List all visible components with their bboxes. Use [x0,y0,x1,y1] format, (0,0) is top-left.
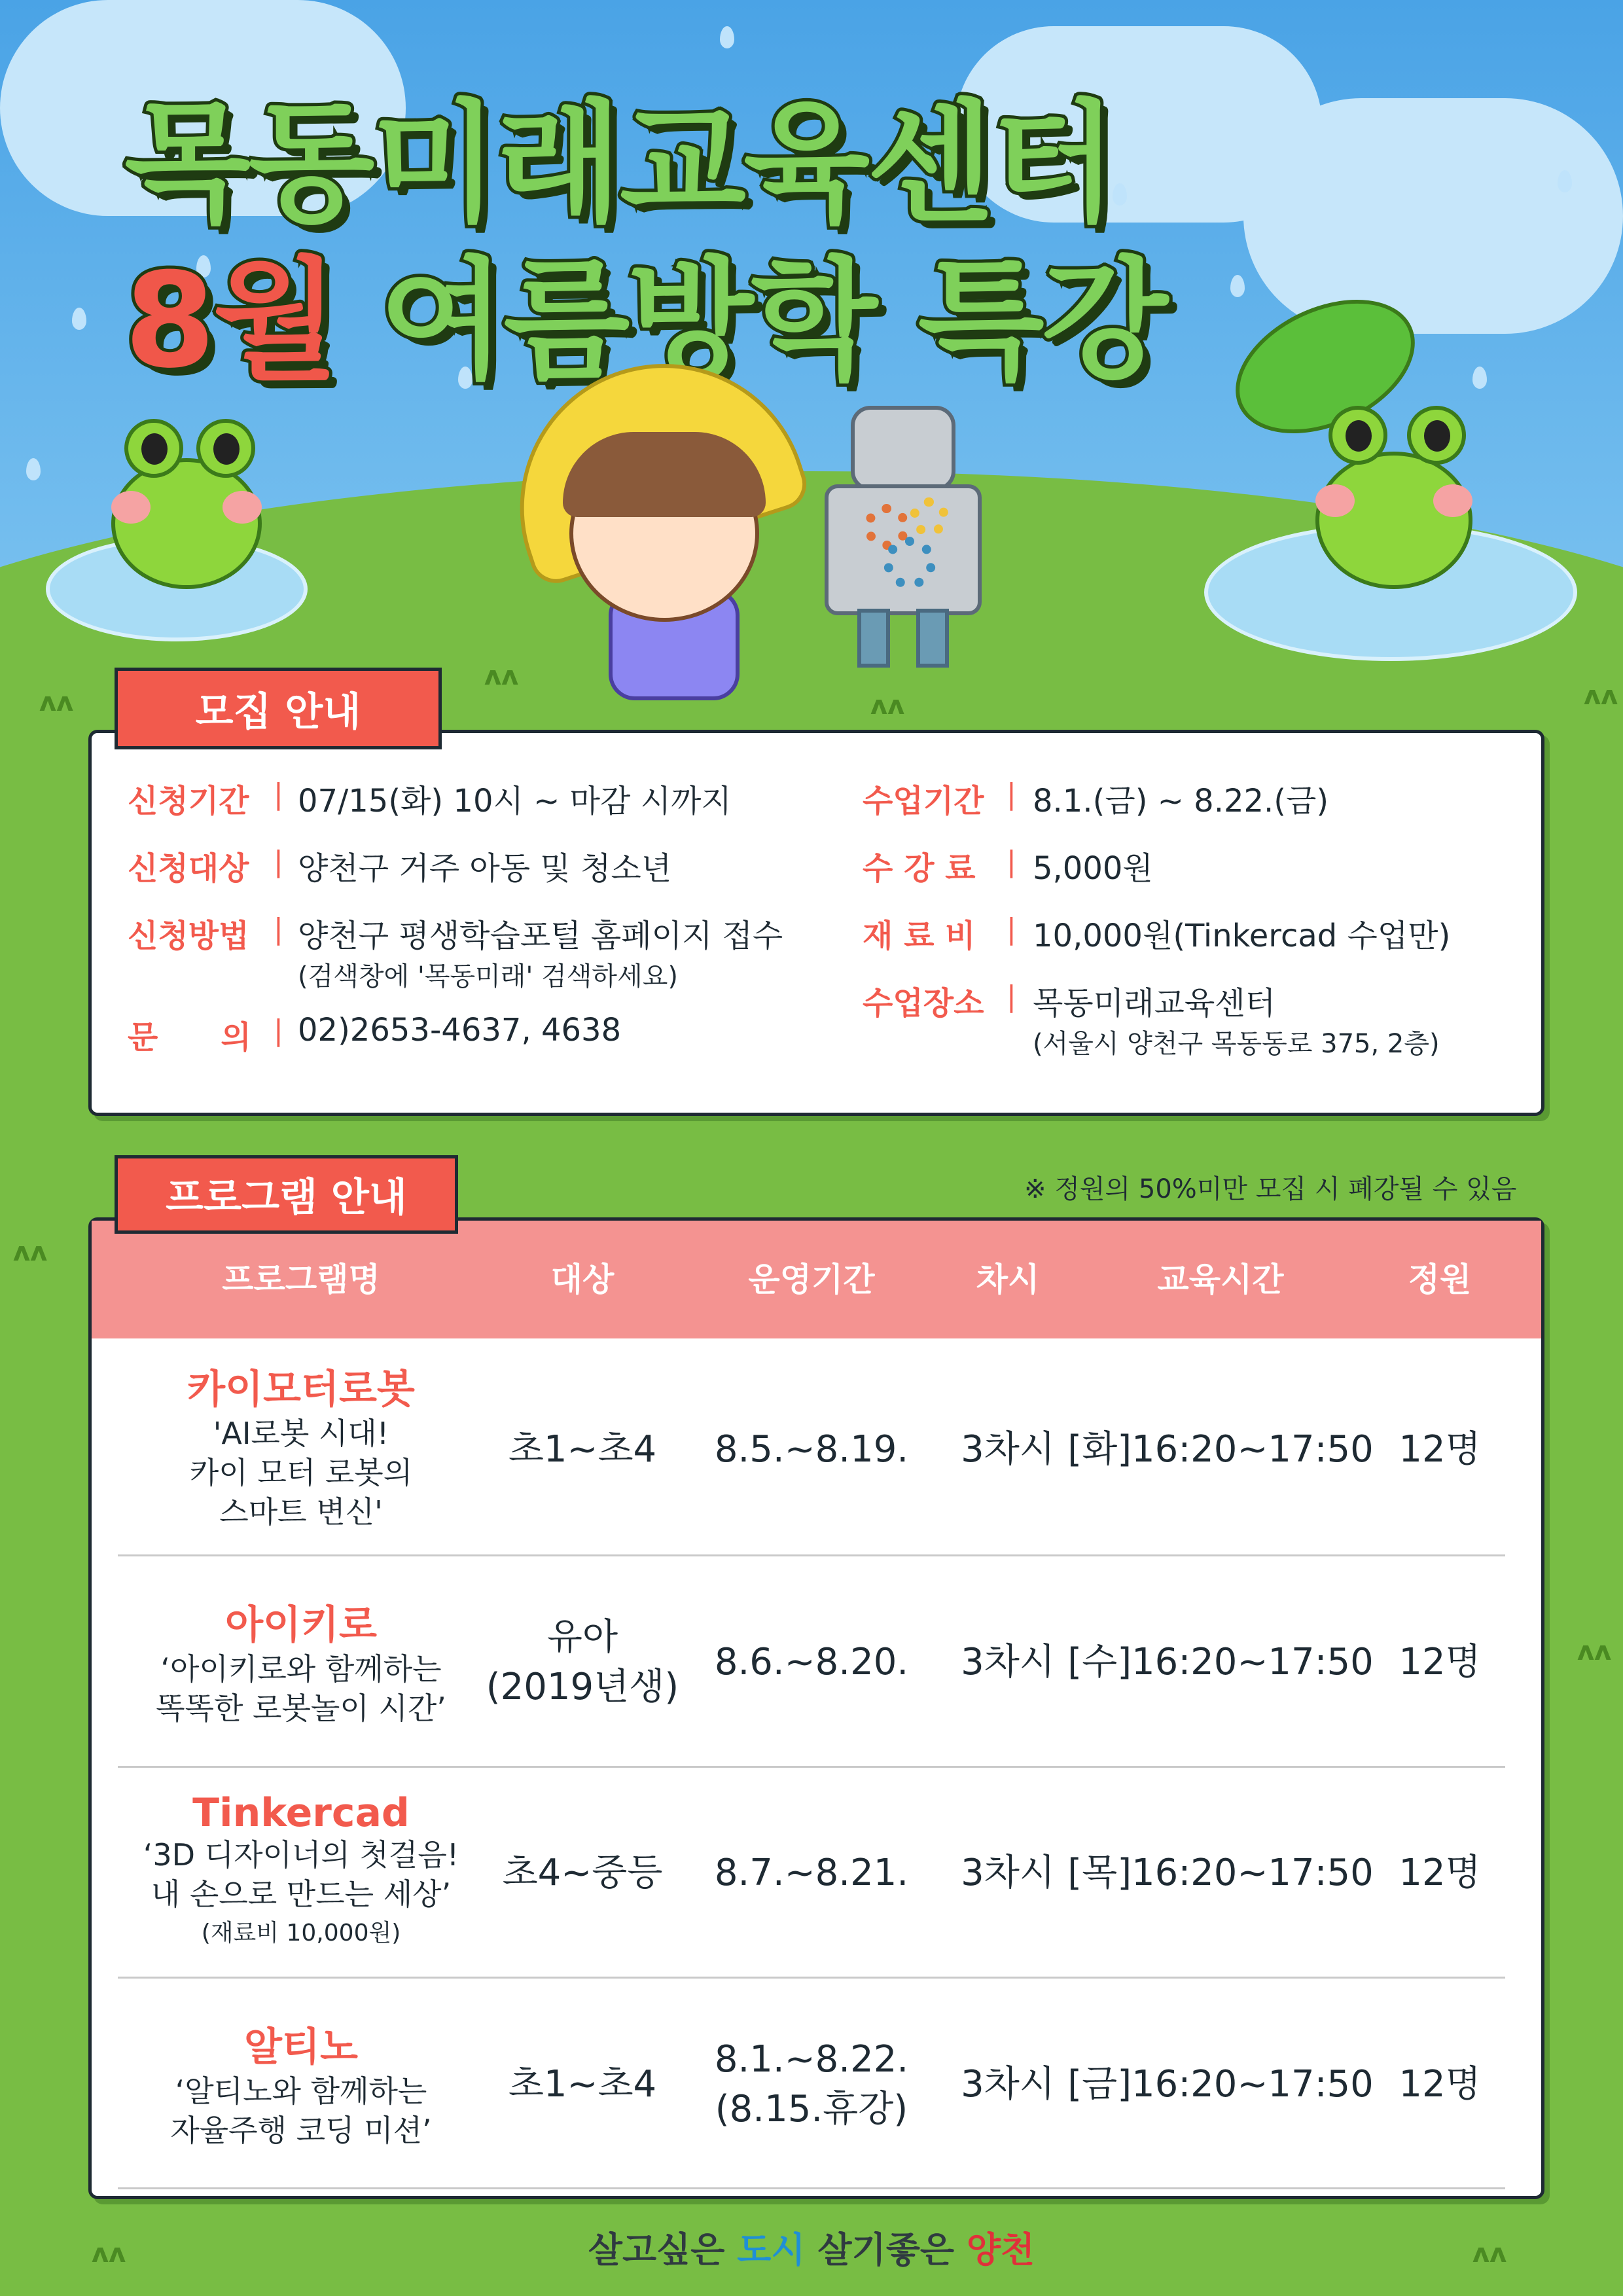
program-extra: (재료비 10,000원) [201,1919,401,1946]
separator: | [274,912,283,946]
class-period-value: 8.1.(금) ~ 8.22.(금) [1033,783,1329,819]
grass-tuft: ᴧᴧ [484,661,519,691]
apply-method-label: 신청방법 [128,918,249,954]
sessions-cell: 3차시 [961,2063,1055,2106]
apply-target-value: 양천구 거주 아동 및 청소년 [298,850,672,887]
target-cell [484,1571,681,1754]
period-cell: 8.5.~8.19. [714,1428,909,1471]
program-name: 카이모터로봇 [187,1367,415,1412]
inquiry-label: 문 의 [128,1019,251,1056]
period-cell: 8.6.~8.20. [714,1641,909,1684]
separator: | [1007,912,1016,946]
class-location-value: 목동미래교육센터 [1033,985,1275,1022]
tuition-label: 수 강 료 [863,850,976,887]
row-divider [118,1766,1505,1768]
gear-icon [883,537,936,589]
gear-icon [910,497,949,537]
program-header: 프로그램 안내 [115,1155,458,1234]
grass-tuft: ᴧᴧ [1472,2238,1507,2269]
program-name-cell [118,2016,484,2151]
separator: | [1007,778,1016,811]
class-location-label: 수업장소 [863,985,984,1022]
column-header-capacity: 정원 [1408,1261,1472,1299]
class-period-label: 수업기간 [863,783,984,819]
column-header-program: 프로그램명 [222,1261,380,1299]
robot-leg [916,609,949,668]
material-fee-value: 10,000원(Tinkercad 수업만) [1033,918,1451,954]
subtitle-text: 여름방학 특강 [380,245,1166,397]
sessions-cell: 3차시 [961,1852,1055,1895]
program-name: Tinkercad [192,1790,410,1836]
capacity-cell: 12명 [1399,1852,1481,1895]
grass-tuft: ᴧᴧ [1584,681,1618,711]
program-desc: 'AI로봇 시대! [213,1416,389,1451]
apply-period-label: 신청기간 [128,783,249,819]
slogan-city: 도시 [737,2229,806,2270]
capacity-cell: 12명 [1399,1428,1481,1471]
row-divider [118,1977,1505,1979]
period-cell [681,1993,942,2176]
separator: | [1007,980,1016,1013]
program-desc: ‘알티노와 함께하는 [175,2073,427,2109]
slogan-part: 살고싶은 [588,2229,738,2270]
capacity-cell: 12명 [1399,1641,1481,1684]
grass-tuft: ᴧᴧ [13,1237,48,1267]
target-cell: 초1~초4 [508,1428,657,1471]
program-note: ※ 정원의 50%미만 모집 시 폐강될 수 있음 [1024,1174,1517,1204]
target-line: 유아 [546,1616,618,1659]
grass-tuft: ᴧᴧ [39,687,74,717]
apply-period-value: 07/15(화) 10시 ~ 마감 시까지 [298,783,732,819]
time-cell: [수]16:20~17:50 [1067,1641,1374,1684]
rain-drop [1558,170,1572,192]
separator: | [274,1014,283,1047]
separator: | [274,778,283,811]
grass-tuft: ᴧᴧ [870,691,905,721]
program-desc: 자율주행 코딩 미션’ [170,2112,432,2148]
robot-leg [857,609,890,668]
program-name: 아이키로 [225,1602,377,1648]
program-desc: 카이 모터 로봇의 [189,1454,413,1490]
sessions-cell: 3차시 [961,1641,1055,1684]
rain-drop [1472,367,1487,389]
inquiry-value: 02)2653-4637, 4638 [298,1012,622,1049]
column-header-period: 운영기간 [748,1261,875,1299]
time-cell: [금]16:20~17:50 [1067,2063,1374,2106]
program-name: 알티노 [244,2024,358,2070]
grass-tuft: ᴧᴧ [1577,1636,1612,1666]
program-desc: 내 손으로 만드는 세상’ [151,1876,452,1912]
program-name-cell [118,1358,484,1532]
program-desc: ‘아이키로와 함께하는 [160,1651,442,1687]
rain-drop [72,308,86,330]
footer-slogan [0,2222,1623,2272]
recruit-header: 모집 안내 [115,668,442,749]
rain-drop [720,26,734,48]
capacity-cell: 12명 [1399,2063,1481,2106]
material-fee-label: 재 료 비 [863,918,976,954]
separator: | [274,845,283,878]
period-line: (8.15.휴강) [715,2088,908,2130]
period-cell: 8.7.~8.21. [714,1852,909,1895]
grass-tuft: ᴧᴧ [92,2238,126,2269]
sessions-cell: 3차시 [961,1428,1055,1471]
program-desc: 스마트 변신' [219,1494,383,1530]
target-cell: 초1~초4 [508,2063,657,2106]
robot-head-icon [851,406,955,491]
apply-method-value: 양천구 평생학습포털 홈페이지 접수 [298,918,783,954]
rain-drop [1230,275,1245,297]
month-label: 8월 [124,245,337,397]
rain-drop [26,458,41,480]
class-location-sub: (서울시 양천구 목동동로 375, 2층) [1033,1029,1440,1059]
apply-target-label: 신청대상 [128,850,249,887]
cloud [1243,98,1623,334]
column-header-sessions: 차시 [976,1261,1040,1299]
slogan-part: 살기좋은 [805,2229,967,2270]
slogan-yangcheon: 양천 [966,2229,1035,2270]
poster-title: 목동미래교육센터 [124,88,1115,240]
period-line: 8.1.~8.22. [714,2038,909,2081]
apply-method-sub: (검색창에 '목동미래' 검색하세요) [298,961,678,992]
row-divider [118,1554,1505,1556]
program-desc: ‘3D 디자이너의 첫걸음! [143,1837,459,1873]
target-line: (2019년생) [486,1666,679,1708]
child-hair [563,432,766,517]
target-cell: 초4~중등 [502,1852,663,1895]
time-cell: [목]16:20~17:50 [1067,1852,1374,1895]
program-name-cell [118,1790,484,1948]
column-header-time: 교육시간 [1157,1261,1284,1299]
program-name-cell [118,1594,484,1729]
program-desc: 똑똑한 로봇놀이 시간’ [156,1690,446,1726]
row-divider [118,2187,1505,2189]
tuition-value: 5,000원 [1033,850,1153,887]
separator: | [1007,845,1016,878]
column-header-target: 대상 [550,1261,615,1299]
time-cell: [화]16:20~17:50 [1067,1428,1374,1471]
